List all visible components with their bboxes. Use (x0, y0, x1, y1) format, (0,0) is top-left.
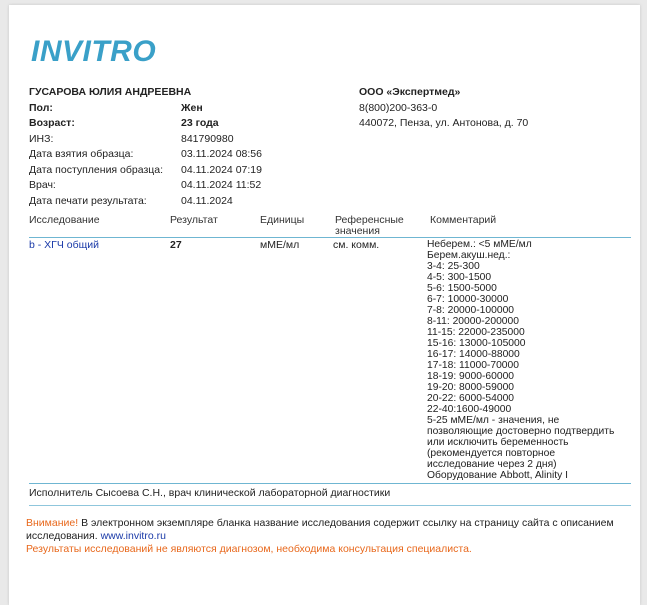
header-units: Единицы (260, 214, 305, 226)
comment-line: (рекомендуется повторное (427, 448, 556, 459)
comment-line: 16-17: 14000-88000 (427, 349, 520, 360)
field-label: ИНЗ: (29, 132, 54, 145)
notice-block (26, 517, 634, 556)
comment-line: 6-7: 10000-30000 (427, 294, 509, 305)
result-value: 27 (170, 239, 182, 251)
comment-line: позволяющие достоверно подтвердить (427, 426, 615, 437)
comment-line: 15-16: 13000-105000 (427, 338, 526, 349)
header-divider (29, 237, 631, 238)
comment-line: 19-20: 8000-59000 (427, 382, 515, 393)
field-received-date (29, 163, 262, 179)
lab-address: 440072, Пенза, ул. Антонова, д. 70 (359, 117, 529, 129)
header-result: Результат (170, 214, 218, 226)
result-comment (427, 239, 637, 481)
field-value: 23 года (181, 117, 219, 129)
notice-disclaimer: Результаты исследований не являются диагнозом, необходима консультация специалиста. (26, 543, 472, 555)
field-value: Жен (181, 101, 203, 114)
footer-divider (29, 505, 631, 506)
notice-attention: Внимание! (26, 517, 79, 529)
comment-line: 4-5: 300-1500 (427, 272, 492, 283)
lab-org: ООО «Экспертмед» (359, 86, 461, 98)
field-value: 04.11.2024 07:19 (181, 163, 262, 176)
document-sheet (9, 5, 640, 605)
comment-line: 20-22: 6000-54000 (427, 393, 515, 404)
field-label: Возраст: (29, 117, 75, 129)
comment-line: 17-18: 11000-70000 (427, 360, 519, 371)
field-sample-date (29, 147, 262, 163)
result-refs: см. комм. (333, 239, 380, 251)
field-label: Дата взятия образца: (29, 148, 134, 160)
invitro-site-link[interactable]: www.invitro.ru (100, 530, 166, 542)
header-refs-2: значения (335, 225, 380, 237)
field-value: 04.11.2024 (181, 194, 233, 207)
field-value: 04.11.2024 11:52 (181, 179, 262, 191)
header-refs-1: Референсные (335, 214, 404, 226)
comment-line: 8-11: 20000-200000 (427, 316, 519, 327)
table-bottom-divider (29, 483, 631, 484)
field-value: 841790980 (181, 132, 234, 145)
comment-line: 3-4: 25-300 (427, 261, 480, 272)
header-comment: Комментарий (430, 214, 497, 226)
field-label: Дата поступления образца: (29, 163, 164, 176)
header-test: Исследование (29, 214, 100, 226)
field-print-date (29, 194, 262, 210)
comment-line: 11-15: 22000-235000 (427, 327, 525, 338)
field-age (29, 116, 262, 132)
comment-line: 5-6: 1500-5000 (427, 283, 497, 294)
comment-line: Неберем.: <5 мМЕ/мл (427, 239, 532, 250)
comment-line: 18-19: 9000-60000 (427, 371, 515, 382)
comment-line: Оборудование Abbott, Alinity I (427, 470, 569, 481)
field-doctor (29, 178, 262, 194)
patient-name: ГУСАРОВА ЮЛИЯ АНДРЕЕВНА (29, 86, 192, 98)
comment-line: 22-40:1600-49000 (427, 404, 512, 415)
notice-text: В электронном экземпляре бланка название исследования содержит ссылку на страницу сайта с описанием исследования. (26, 517, 614, 542)
executor-text: Исполнитель Сысоева С.Н., врач клинической лабораторной диагностики (29, 487, 391, 499)
field-label: Дата печати результата: (29, 194, 147, 207)
patient-info (29, 85, 262, 209)
field-label: Пол: (29, 101, 53, 114)
test-name-link[interactable]: b - ХГЧ общий (29, 239, 99, 251)
field-label: Врач: (29, 179, 56, 191)
field-inz (29, 132, 262, 148)
field-value: 03.11.2024 08:56 (181, 148, 262, 160)
comment-line: 5-25 мМЕ/мл - значения, не (427, 415, 560, 426)
lab-info (359, 85, 528, 132)
comment-line: исследование через 2 дня) (427, 459, 557, 470)
lab-phone: 8(800)200-363-0 (359, 101, 438, 114)
comment-line: Берем.акуш.нед.: (427, 250, 511, 261)
invitro-logo: INVITRO (31, 35, 157, 68)
result-units: мМЕ/мл (260, 239, 300, 251)
field-sex (29, 101, 262, 117)
comment-line: или исключить беременность (427, 437, 569, 448)
comment-line: 7-8: 20000-100000 (427, 305, 515, 316)
